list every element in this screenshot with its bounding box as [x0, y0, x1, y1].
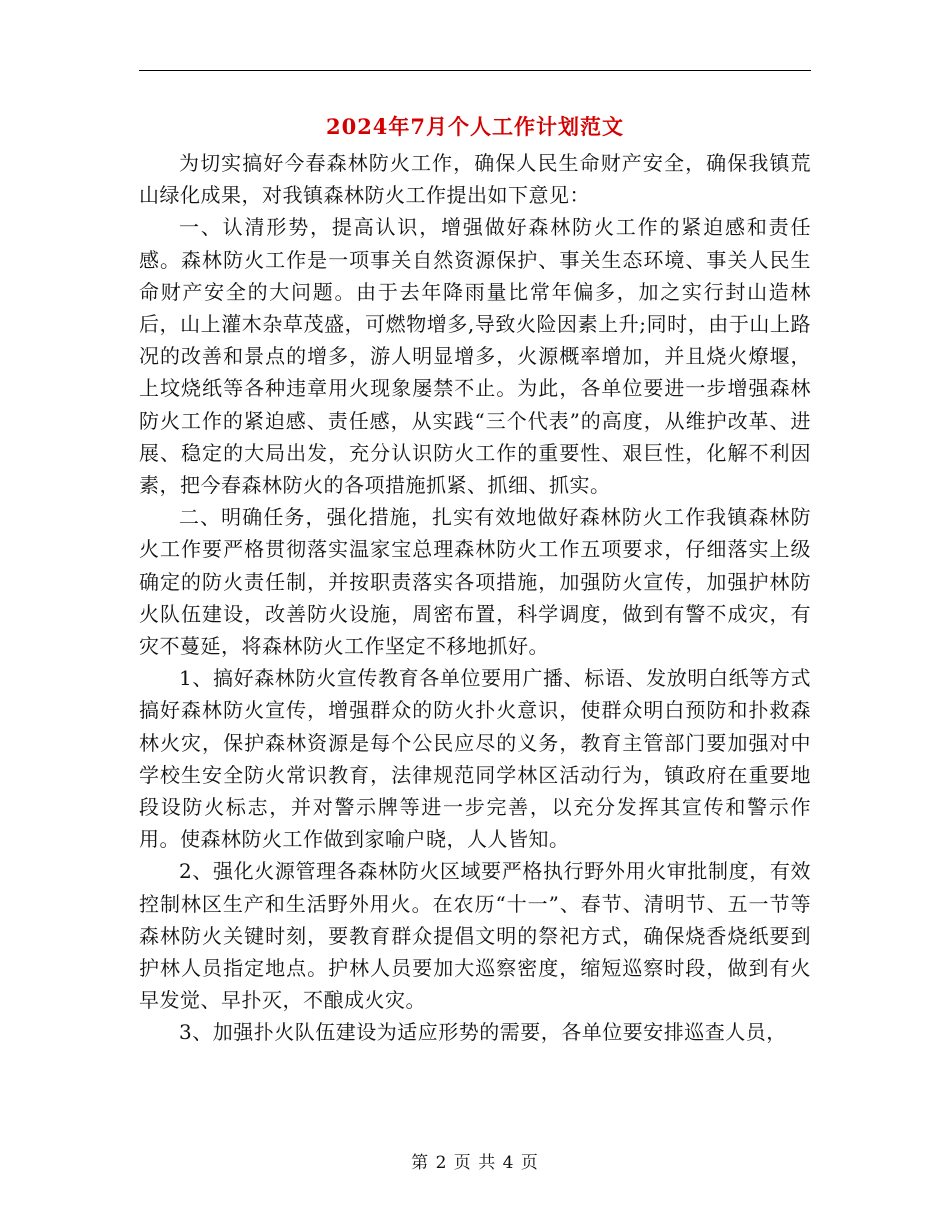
- document-body: [139, 147, 811, 1049]
- paragraph-section-2: 二、明确任务，强化措施，扎实有效地做好森林防火工作我镇森林防火工作要严格贯彻落实温家宝总理森林防火工作五项要求，仔细落实上级确定的防火责任制，并按职责落实各项措施，加强防火宣传，加强护林防火队伍建设，改善防火设施，周密布置，科学调度，做到有警不成灾，有灾不蔓延，将森林防火工作坚定不移地抓好。: [139, 505, 811, 659]
- paragraph-item-2: 2、强化火源管理各森林防火区域要严格执行野外用火审批制度，有效控制林区生产和生活野外用火。在农历“十一”、春节、清明节、五一节等森林防火关键时刻，要教育群众提倡文明的祭祀方式，确保烧香烧纸要到护林人员指定地点。护林人员要加大巡察密度，缩短巡察时段，做到有火早发觉、早扑灭，不酿成火灾。: [139, 859, 811, 1013]
- paragraph-item-1: 1、搞好森林防火宣传教育各单位要用广播、标语、发放明白纸等方式搞好森林防火宣传，增强群众的防火扑火意识，使群众明白预防和扑救森林火灾，保护森林资源是每个公民应尽的义务，教育主管部门要加强对中学校生安全防火常识教育，法律规范同学林区活动行为，镇政府在重要地段设防火标志，并对警示牌等进一步完善，以充分发挥其宣传和警示作用。使森林防火工作做到家喻户晓，人人皆知。: [139, 666, 811, 852]
- paragraph-item-3: 3、加强扑火队伍建设为适应形势的需要，各单位要安排巡查人员，: [179, 1020, 787, 1045]
- paragraph-section-1: 一、认清形势，提高认识，增强做好森林防火工作的紧迫感和责任感。森林防火工作是一项事关自然资源保护、事关生态环境、事关人民生命财产安全的大问题。由于去年降雨量比常年偏多，加之实行封山造林后，山上灌木杂草茂盛，可燃物增多,导致火险因素上升;同时，由于山上路况的改善和景点的增多，游人明显增多，火源概率增加，并且烧火燎堰，上坟烧纸等各种违章用火现象屡禁不止。为此，各单位要进一步增强森林防火工作的紧迫感、责任感，从实践“三个代表”的高度，从维护改革、进展、稳定的大局出发，充分认识防火工作的重要性、艰巨性，化解不利因素，把今春森林防火的各项措施抓紧、抓细、抓实。: [139, 215, 811, 498]
- document-title: 2024年7月个人工作计划范文: [325, 114, 625, 139]
- header-rule: [139, 70, 811, 71]
- paragraph-intro: 为切实搞好今春森林防火工作，确保人民生命财产安全，确保我镇荒山绿化成果，对我镇森林防火工作提出如下意见：: [139, 151, 811, 208]
- page-footer: 第 2 页 共 4 页: [411, 1153, 539, 1173]
